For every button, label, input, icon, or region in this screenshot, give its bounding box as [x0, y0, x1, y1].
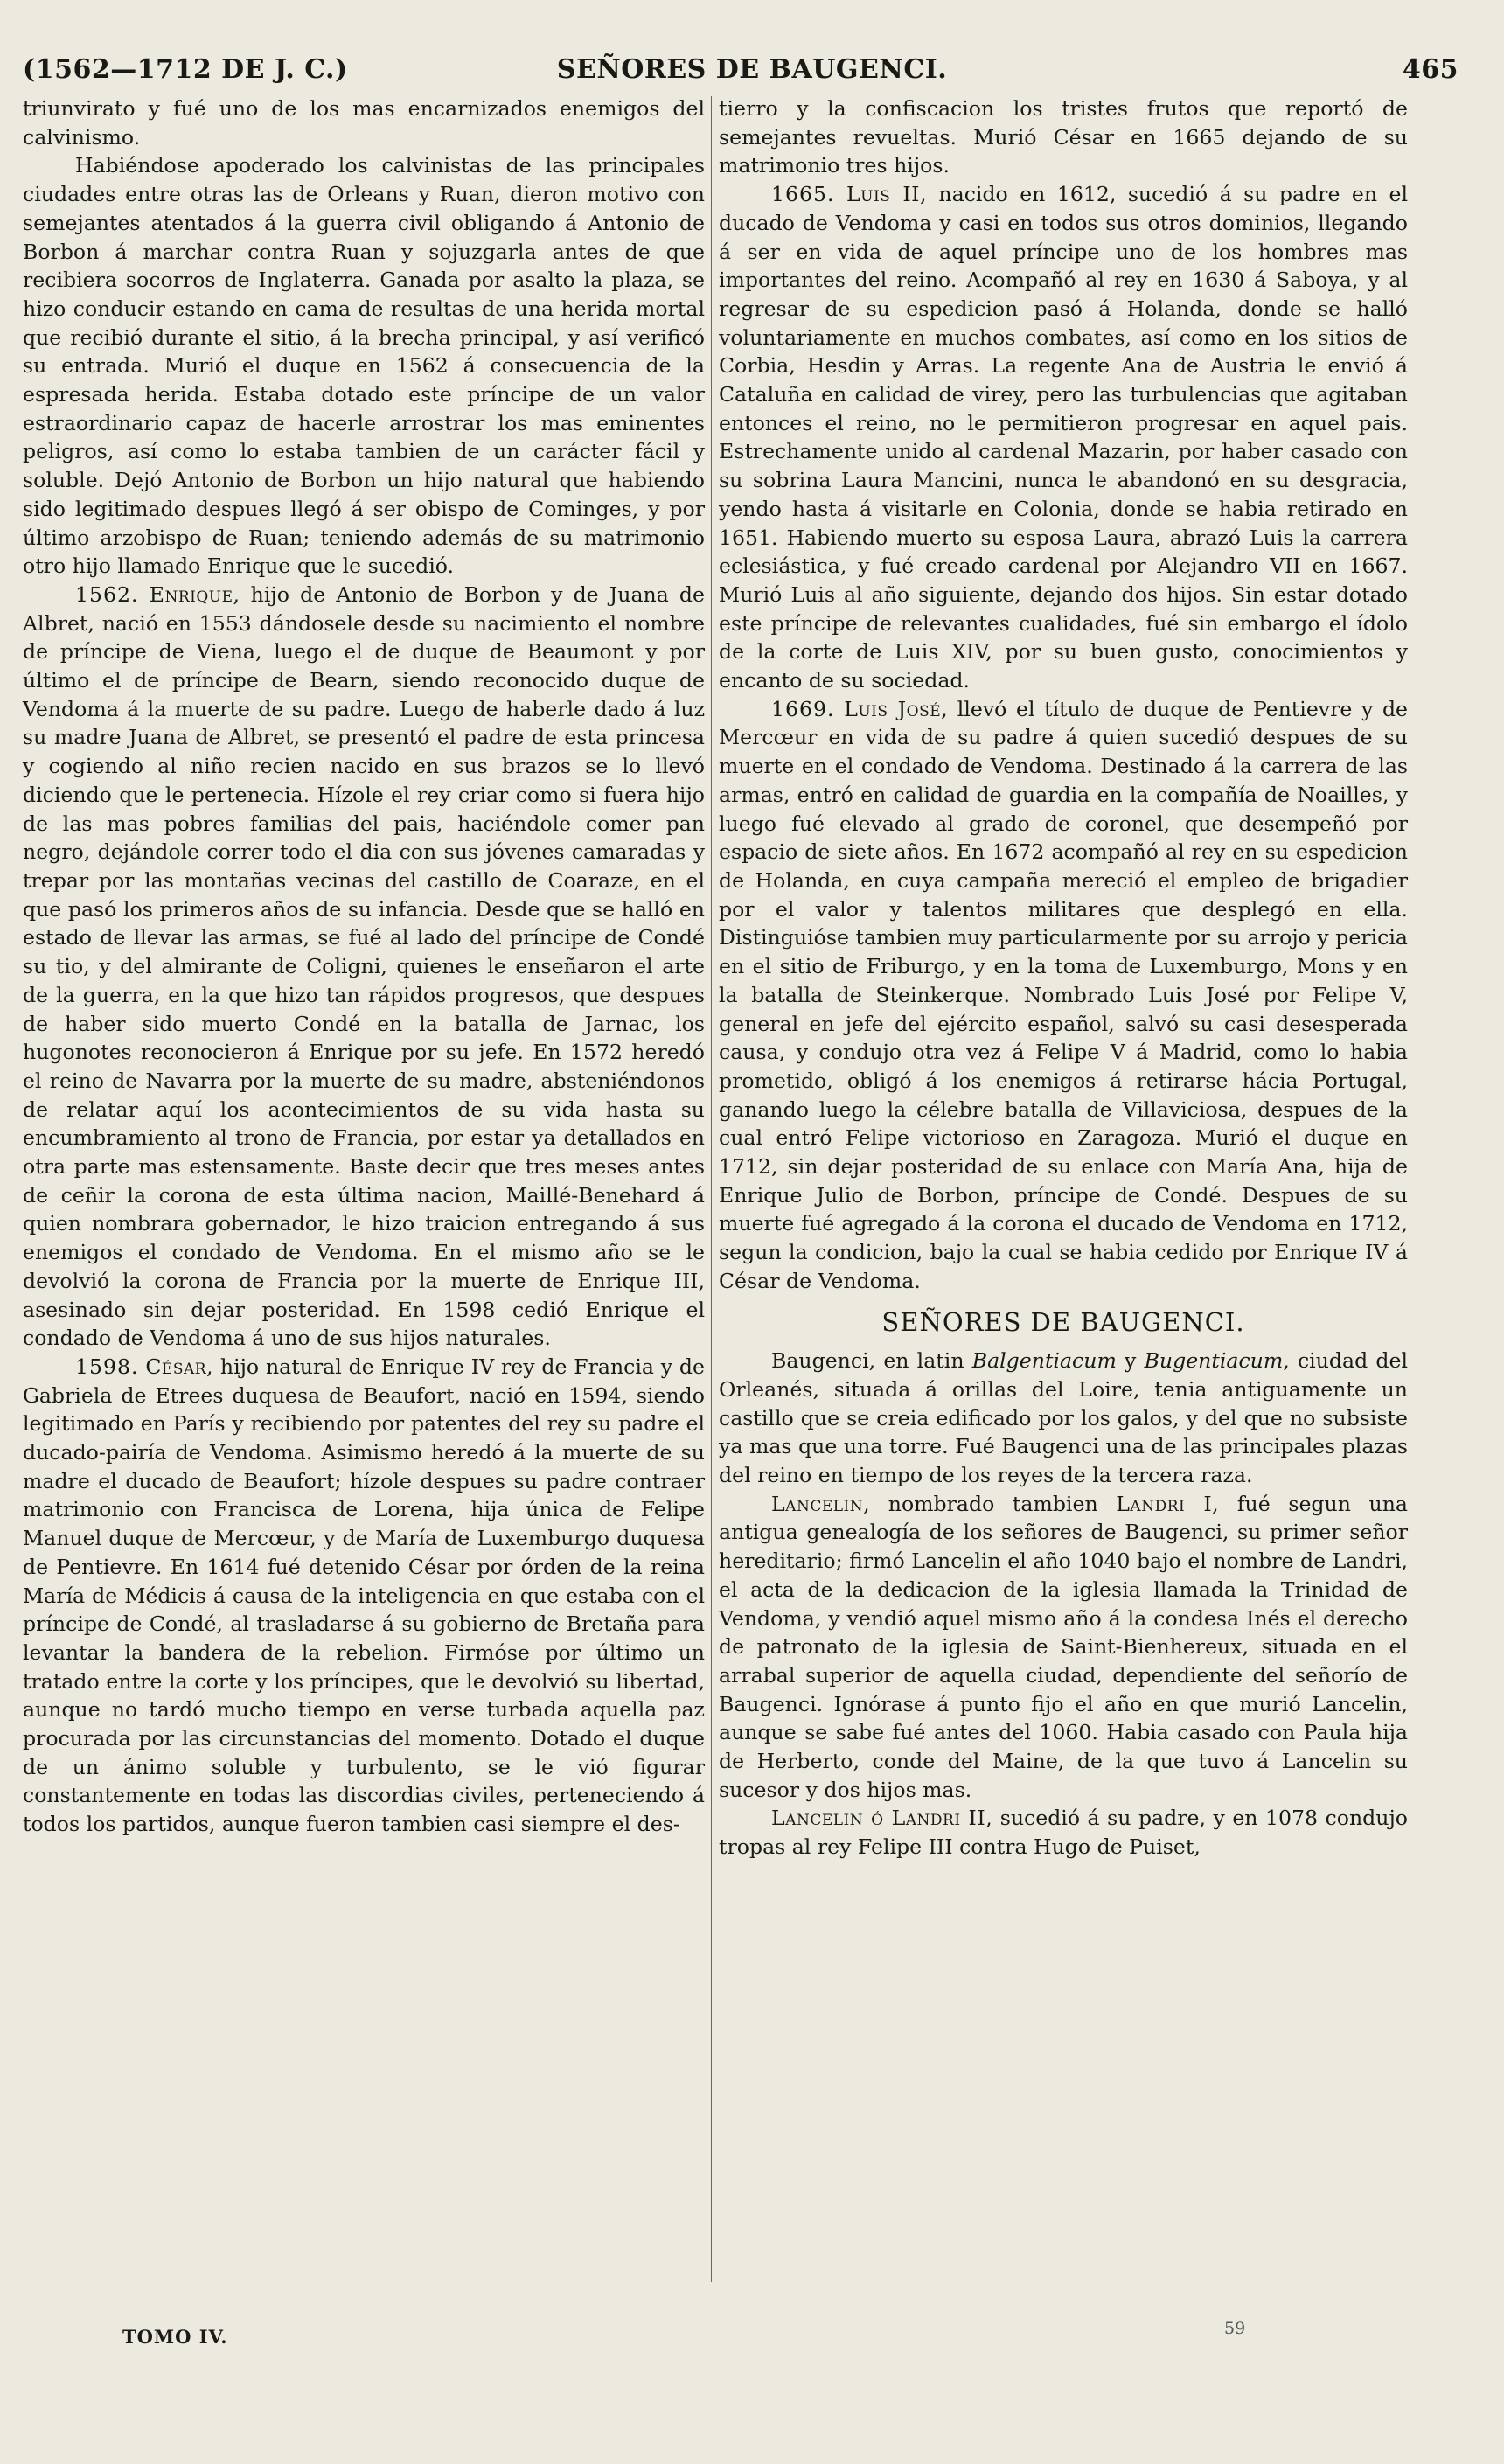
entry-year: 1669.: [771, 696, 835, 721]
paragraph: [719, 1490, 1408, 1805]
paragraph: [719, 1347, 1408, 1490]
printer-signature: 59: [1224, 2319, 1246, 2338]
section-title: SEÑORES DE BAUGENCI.: [881, 1306, 1245, 1337]
paragraph: tierro y la confiscacion los tristes frutos que reportó de semejantes revueltas. Murió César en 1665 dejando de su matrimonio tres hijos.: [719, 96, 1408, 178]
text-run: Baugenci, en latin: [771, 1348, 972, 1374]
paragraph: [23, 581, 705, 1353]
column-divider: [711, 96, 712, 2282]
entry-name: Lancelin,: [771, 1491, 871, 1516]
text-run: , ciudad del Orleanés, situada á orillas del Loire, tenia antiguamente un castillo que se creia edificado por los galos, y del que no subsiste ya mas que una torre. Fué Baugenci una de las principales plazas del reino en tiempo de los reyes de la tercera raza.: [719, 1348, 1408, 1488]
paragraph: [719, 695, 1408, 1296]
running-head-title: SEÑORES DE BAUGENCI.: [556, 54, 948, 85]
paragraph: triunvirato y fué uno de los mas encarnizados enemigos del calvinismo.: [23, 96, 705, 150]
latin-name: Bugentiacum: [1144, 1348, 1284, 1374]
text-run: nombrado tambien: [870, 1491, 1117, 1516]
entry-text: nacido en 1612, sucedió á su padre en el ducado de Vendoma y casi en todos sus otros dominios, llegando á ser en vida de aquel príncipe uno de los hombres mas importantes del reino. Acompañó al rey en 1630 á Saboya, y al regresar de su espedicion pasó á Holanda, donde se halló voluntariamente en muchos combates, así como en los sitios de Corbia, Hesdin y Arras. La regente Ana de Austria le envió á Cataluña en calidad de virey, pero las turbulencias que agitaban entonces el reino, no le permitieron progresar en aquel pais. Estrechamente unido al cardenal Mazarin, por haber casado con su sobrina Laura Mancini, nunca le abandonó en su desgracia, yendo hasta á visitarle en Colonia, donde se habia retirado en 1651. Habiendo muerto su esposa Laura, abrazó Luis la carrera eclesiástica, y fué creado cardenal por Alejandro VII en 1667. Murió Luis al año siguiente, dejando dos hijos. Sin estar dotado este príncipe de relevantes cualidades, fué sin embargo el ídolo de la corte de Luis XIV, por su buen gusto, conocimientos y encanto de su sociedad.: [719, 182, 1408, 693]
latin-name: Balgentiacum: [971, 1348, 1117, 1374]
paragraph: [719, 1804, 1408, 1861]
entry-name: César,: [145, 1354, 214, 1379]
volume-label: TOMO IV.: [122, 2326, 228, 2348]
entry-text: hijo de Antonio de Borbon y de Juana de Albret, nació en 1553 dándosele desde su nacimiento el nombre de príncipe de Viena, luego el de duque de Beaumont y por último el de príncipe de Bearn, siendo reconocido duque de Vendoma á la muerte de su padre. Luego de haberle dado á luz su madre Juana de Albret, se presentó el padre de esta princesa y cogiendo al niño recien nacido en sus brazos se lo llevó diciendo que le pertenecia. Hízole el rey criar como si fuera hijo de las mas pobres familias del pais, haciéndole comer pan negro, dejándole correr todo el dia con sus jóvenes camaradas y trepar por las montañas vecinas del castillo de Coaraze, en el que pasó los primeros años de su infancia. Desde que se halló en estado de llevar las armas, se fué al lado del príncipe de Condé su tio, y del almirante de Coligni, quienes le enseñaron el arte de la guerra, en la que hizo tan rápidos progresos, que despues de haber sido muerto Condé en la batalla de Jarnac, los hugonotes reconocieron á Enrique por su jefe. En 1572 heredó el reino de Navarra por la muerte de su madre, absteniéndonos de relatar aquí los acontecimientos de su vida hasta su encumbramiento al trono de Francia, por estar ya detallados en otra parte mas estensamente. Baste decir que tres meses antes de ceñir la corona de esta última nacion, Maillé-Benehard á quien nombrara gobernador, le hizo traicion entregando á sus enemigos el condado de Vendoma. En el mismo año se le devolvió la corona de Francia por la muerte de Enrique III, asesinado sin dejar posteridad. En 1598 cedió Enrique el condado de Vendoma á uno de sus hijos naturales.: [23, 581, 706, 1351]
page-number: 465: [1402, 54, 1459, 85]
entry-name: Luis II,: [846, 182, 927, 207]
entry-text: sucedió á su padre, y en 1078 condujo tropas al rey Felipe III contra Hugo de Puiset,: [719, 1806, 1408, 1860]
right-column: [719, 94, 1408, 1862]
entry-name: Lancelin ó Landri II,: [771, 1806, 993, 1831]
entry-name: Landri I,: [1116, 1491, 1220, 1516]
entry-year: 1665.: [771, 182, 835, 207]
text-run: fué segun una antigua genealogía de los señores de Baugenci, su primer señor hereditario; firmó Lancelin el año 1040 bajo el nombre de Landri, el acta de la dedicacion de la iglesia llamada la Trinidad de Vendoma, y vendió aquel mismo año á la condesa Inés el derecho de patronato de la iglesia de Saint-Bienhereux, situada en el arrabal superior de aquella ciudad, dependiente del señorío de Baugenci. Ignórase á punto fijo el año en que murió Lancelin, aunque se sabe fué antes del 1060. Habia casado con Paula hija de Herberto, conde del Maine, de la que tuvo á Lancelin su sucesor y dos hijos mas.: [719, 1491, 1408, 1802]
entry-year: 1562.: [75, 581, 139, 607]
entry-year: 1598.: [75, 1354, 139, 1379]
paragraph: Habiéndose apoderado los calvinistas de las principales ciudades entre otras las de Orleans y Ruan, dieron motivo con semejantes atentados á la guerra civil obligando á Antonio de Borbon á marchar contra Ruan y sojuzgarla antes de que recibiera socorros de Inglaterra. Ganada por asalto la plaza, se hizo conducir estando en cama de resultas de una herida mortal que recibió durante el sitio, á la brecha principal, y así verificó su entrada. Murió el duque en 1562 á consecuencia de la espresada herida. Estaba dotado este príncipe de un valor estraordinario capaz de hacerle arrostrar los mas eminentes peligros, así como lo estaba tambien de un carácter fácil y soluble. Dejó Antonio de Borbon un hijo natural que habiendo sido legitimado despues llegó á ser obispo de Cominges, y por último arzobispo de Ruan; teniendo además de su matrimonio otro hijo llamado Enrique que le sucedió.: [23, 153, 705, 579]
paragraph: [719, 180, 1408, 695]
paragraph: [23, 1353, 705, 1839]
text-run: y: [1116, 1348, 1145, 1374]
entry-text: llevó el título de duque de Pentievre y de Mercœur en vida de su padre á quien sucedió despues de su muerte en el condado de Vendoma. Destinado á la carrera de las armas, entró en calidad de guardia en la compañía de Noailles, y luego fué elevado al grado de coronel, que desempeñó por espacio de siete años. En 1672 acompañó al rey en su espedicion de Holanda, en cuya campaña mereció el empleo de brigadier por el valor y talentos militares que desplegó en ella. Distinguióse tambien muy particularmente por su arrojo y pericia en el sitio de Friburgo, y en la toma de Luxemburgo, Mons y en la batalla de Steinkerque. Nombrado Luis José por Felipe V, general en jefe del ejército español, salvó su casi desesperada causa, y condujo otra vez á Felipe V á Madrid, como lo habia prometido, obligó á los enemigos á retirarse hácia Portugal, ganando luego la célebre batalla de Villaviciosa, despues de la cual entró Felipe victorioso en Zaragoza. Murió el duque en 1712, sin dejar posteridad de su enlace con María Ana, hija de Enrique Julio de Borbon, príncipe de Condé. Despues de su muerte fué agregado á la corona el ducado de Vendoma en 1712, segun la condicion, bajo la cual se habia cedido por Enrique IV á César de Vendoma.: [719, 696, 1409, 1293]
left-column: [23, 94, 705, 1839]
entry-name: Enrique,: [149, 581, 240, 607]
entry-name: Luis José,: [844, 696, 949, 721]
entry-text: hijo natural de Enrique IV rey de Francia y de Gabriela de Etrees duquesa de Beaufort, nació en 1594, siendo legitimado en París y recibiendo por patentes del rey su padre el ducado-pairía de Vendoma. Asimismo heredó á la muerte de su madre el ducado de Beaufort; hízole despues su padre contraer matrimonio con Francisca de Lorena, hija única de Felipe Manuel duque de Mercœur, y de María de Luxemburgo duquesa de Pentievre. En 1614 fué detenido César por órden de la reina María de Médicis á causa de la inteligencia en que estaba con el príncipe de Condé, al trasladarse á su gobierno de Bretaña para levantar la bandera de la rebelion. Firmóse por último un tratado entre la corte y los príncipes, que le devolvió su libertad, aunque no tardó mucho tiempo en verse turbada aquella paz procurada por las circunstancias del momento. Dotado el duque de un ánimo soluble y turbulento, se le vió figurar constantemente en todas las discordias civiles, perteneciendo á todos los partidos, aunque fueron tambien casi siempre el des-: [23, 1354, 706, 1837]
running-head-dates: (1562—1712 DE J. C.): [23, 54, 348, 85]
